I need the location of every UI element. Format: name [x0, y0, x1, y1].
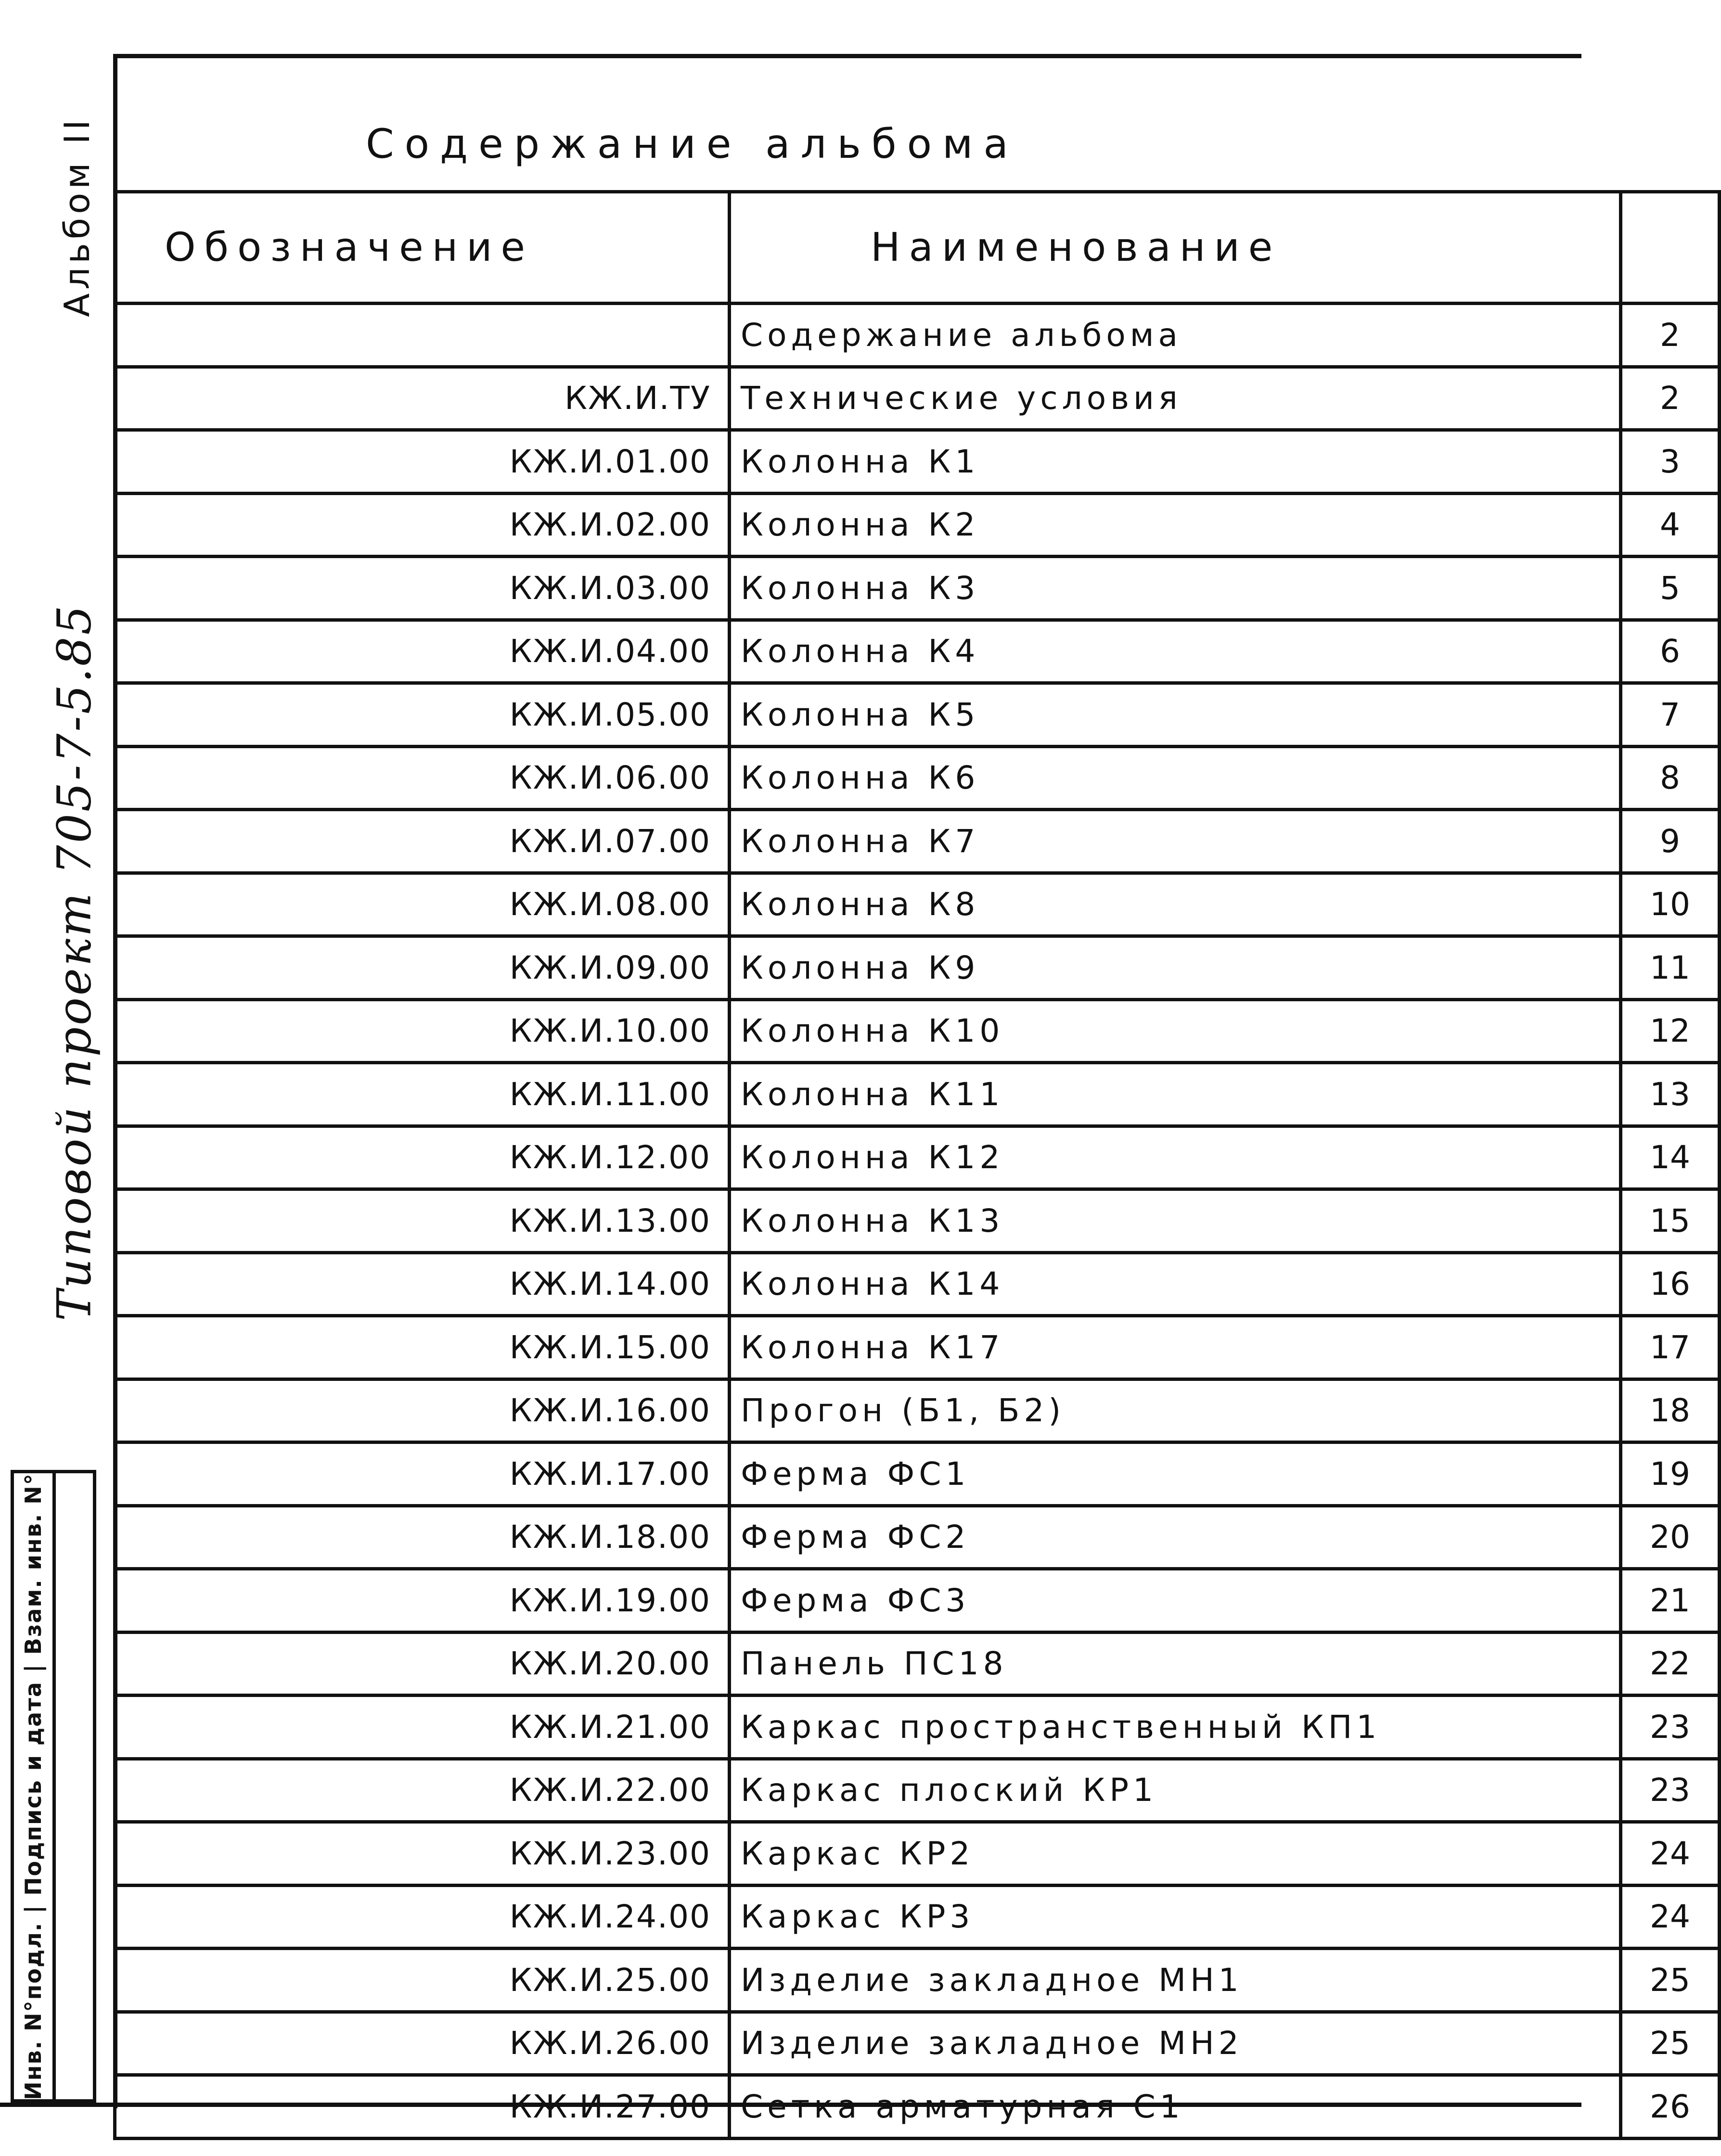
- row-name: Колонна К1: [730, 430, 1621, 494]
- row-name: Каркас КР2: [730, 1822, 1621, 1886]
- row-page: 25: [1621, 2012, 1720, 2075]
- row-name: Колонна К11: [730, 1063, 1621, 1126]
- row-page: 23: [1621, 1696, 1720, 1759]
- row-name: Изделие закладное МН1: [730, 1949, 1621, 2012]
- stamp-field-signature: Подпись и дата: [20, 1681, 47, 1896]
- row-name: Колонна К6: [730, 746, 1621, 810]
- album-label: [51, 101, 103, 332]
- table-row: [115, 1252, 1720, 1316]
- table-row: [115, 1949, 1720, 2012]
- table-row: [115, 1063, 1720, 1126]
- table-row: [115, 620, 1720, 683]
- row-page: 18: [1621, 1379, 1720, 1442]
- row-name: Изделие закладное МН2: [730, 2012, 1621, 2075]
- row-name: Каркас плоский КР1: [730, 1759, 1621, 1822]
- row-code: КЖ.И.01.00: [115, 430, 730, 494]
- row-page: 19: [1621, 1442, 1720, 1506]
- row-name: Колонна К9: [730, 936, 1621, 1000]
- row-code: КЖ.И.15.00: [115, 1316, 730, 1379]
- row-name: Колонна К14: [730, 1252, 1621, 1316]
- row-page: 24: [1621, 1885, 1720, 1949]
- row-name: Колонна К4: [730, 620, 1621, 683]
- table-row: [115, 1759, 1720, 1822]
- row-name: Колонна К3: [730, 557, 1621, 620]
- row-name: Колонна К5: [730, 683, 1621, 747]
- row-code: КЖ.И.19.00: [115, 1569, 730, 1633]
- row-page: 9: [1621, 810, 1720, 873]
- table-row: [115, 936, 1720, 1000]
- row-code: КЖ.И.09.00: [115, 936, 730, 1000]
- row-code: КЖ.И.05.00: [115, 683, 730, 747]
- row-code: КЖ.И.10.00: [115, 999, 730, 1063]
- table-row: [115, 1189, 1720, 1253]
- row-code: КЖ.И.26.00: [115, 2012, 730, 2075]
- row-page: 3: [1621, 430, 1720, 494]
- header-page: [1621, 192, 1720, 304]
- header-name: Наименование: [730, 192, 1621, 304]
- row-page: 12: [1621, 999, 1720, 1063]
- table-body: [115, 304, 1720, 2139]
- row-page: 11: [1621, 936, 1720, 1000]
- table-row: [115, 2075, 1720, 2139]
- table-row: [115, 1126, 1720, 1189]
- row-page: 22: [1621, 1632, 1720, 1696]
- stamp-field-replacement: Взам. инв. N°: [20, 1472, 47, 1655]
- row-page: 25: [1621, 1949, 1720, 2012]
- table-row: [115, 1442, 1720, 1506]
- row-page: 17: [1621, 1316, 1720, 1379]
- table-header-row: [115, 192, 1720, 304]
- row-page: 16: [1621, 1252, 1720, 1316]
- row-code: КЖ.И.23.00: [115, 1822, 730, 1886]
- row-code: КЖ.И.07.00: [115, 810, 730, 873]
- contents-table: [113, 190, 1721, 2140]
- table-row: [115, 746, 1720, 810]
- row-page: 5: [1621, 557, 1720, 620]
- table-row: [115, 430, 1720, 494]
- row-name: Технические условия: [730, 367, 1621, 430]
- row-name: Ферма ФС2: [730, 1505, 1621, 1569]
- table-row: [115, 1632, 1720, 1696]
- page-title: Содержание альбома: [366, 120, 1019, 167]
- row-code: КЖ.И.03.00: [115, 557, 730, 620]
- table-row: [115, 999, 1720, 1063]
- table-row: [115, 873, 1720, 936]
- row-page: 2: [1621, 367, 1720, 430]
- project-label-text: Типовой проект 705-7-5.85: [48, 603, 102, 1321]
- row-page: 10: [1621, 873, 1720, 936]
- table-row: [115, 493, 1720, 557]
- frame-top-line: [113, 54, 1581, 58]
- row-page: 8: [1621, 746, 1720, 810]
- album-label-text: Альбом II: [57, 116, 97, 317]
- row-code: КЖ.И.25.00: [115, 1949, 730, 2012]
- row-name: Каркас пространственный КП1: [730, 1696, 1621, 1759]
- table-row: [115, 1569, 1720, 1633]
- row-name: Колонна К13: [730, 1189, 1621, 1253]
- row-name: Ферма ФС1: [730, 1442, 1621, 1506]
- row-page: 6: [1621, 620, 1720, 683]
- row-code: КЖ.И.20.00: [115, 1632, 730, 1696]
- stamp-divider: [52, 1473, 56, 2099]
- row-name: Каркас КР3: [730, 1885, 1621, 1949]
- row-page: 2: [1621, 304, 1720, 367]
- table-row: [115, 1316, 1720, 1379]
- row-code: КЖ.И.22.00: [115, 1759, 730, 1822]
- row-page: 23: [1621, 1759, 1720, 1822]
- table-row: [115, 1885, 1720, 1949]
- row-page: 15: [1621, 1189, 1720, 1253]
- row-name: Колонна К8: [730, 873, 1621, 936]
- row-code: КЖ.И.16.00: [115, 1379, 730, 1442]
- table-row: [115, 557, 1720, 620]
- table-row: [115, 683, 1720, 747]
- row-code: КЖ.И.ТУ: [115, 367, 730, 430]
- row-page: 4: [1621, 493, 1720, 557]
- row-page: 7: [1621, 683, 1720, 747]
- row-name: Ферма ФС3: [730, 1569, 1621, 1633]
- table-row: [115, 304, 1720, 367]
- row-code: КЖ.И.06.00: [115, 746, 730, 810]
- row-name: Прогон (Б1, Б2): [730, 1379, 1621, 1442]
- table-row: [115, 367, 1720, 430]
- header-designation: Обозначение: [115, 192, 730, 304]
- table-row: [115, 2012, 1720, 2075]
- row-name: Колонна К10: [730, 999, 1621, 1063]
- row-code: КЖ.И.18.00: [115, 1505, 730, 1569]
- row-name: Панель ПС18: [730, 1632, 1621, 1696]
- row-name: Сетка арматурная С1: [730, 2075, 1621, 2139]
- row-name: Содержание альбома: [730, 304, 1621, 367]
- stamp-fields: Инв. N°подл. | Подпись и дата | Взам. инв. N°: [20, 1472, 47, 2100]
- approval-stamp: [11, 1470, 96, 2103]
- row-page: 21: [1621, 1569, 1720, 1633]
- row-name: Колонна К2: [730, 493, 1621, 557]
- row-code: КЖ.И.13.00: [115, 1189, 730, 1253]
- row-page: 13: [1621, 1063, 1720, 1126]
- row-code: КЖ.И.02.00: [115, 493, 730, 557]
- row-code: КЖ.И.11.00: [115, 1063, 730, 1126]
- row-name: Колонна К17: [730, 1316, 1621, 1379]
- row-code: КЖ.И.14.00: [115, 1252, 730, 1316]
- table-row: [115, 1505, 1720, 1569]
- row-page: 14: [1621, 1126, 1720, 1189]
- row-code: [115, 304, 730, 367]
- row-code: КЖ.И.21.00: [115, 1696, 730, 1759]
- row-code: КЖ.И.04.00: [115, 620, 730, 683]
- row-page: 24: [1621, 1822, 1720, 1886]
- row-code: КЖ.И.17.00: [115, 1442, 730, 1506]
- table-row: [115, 810, 1720, 873]
- row-name: Колонна К7: [730, 810, 1621, 873]
- row-code: КЖ.И.12.00: [115, 1126, 730, 1189]
- project-label: [39, 577, 111, 1347]
- row-name: Колонна К12: [730, 1126, 1621, 1189]
- row-code: КЖ.И.24.00: [115, 1885, 730, 1949]
- row-code: КЖ.И.08.00: [115, 873, 730, 936]
- table-row: [115, 1379, 1720, 1442]
- row-page: 20: [1621, 1505, 1720, 1569]
- row-code: КЖ.И.27.00: [115, 2075, 730, 2139]
- table-row: [115, 1822, 1720, 1886]
- stamp-field-inventory: Инв. N°подл.: [20, 1922, 47, 2100]
- table-row: [115, 1696, 1720, 1759]
- row-page: 26: [1621, 2075, 1720, 2139]
